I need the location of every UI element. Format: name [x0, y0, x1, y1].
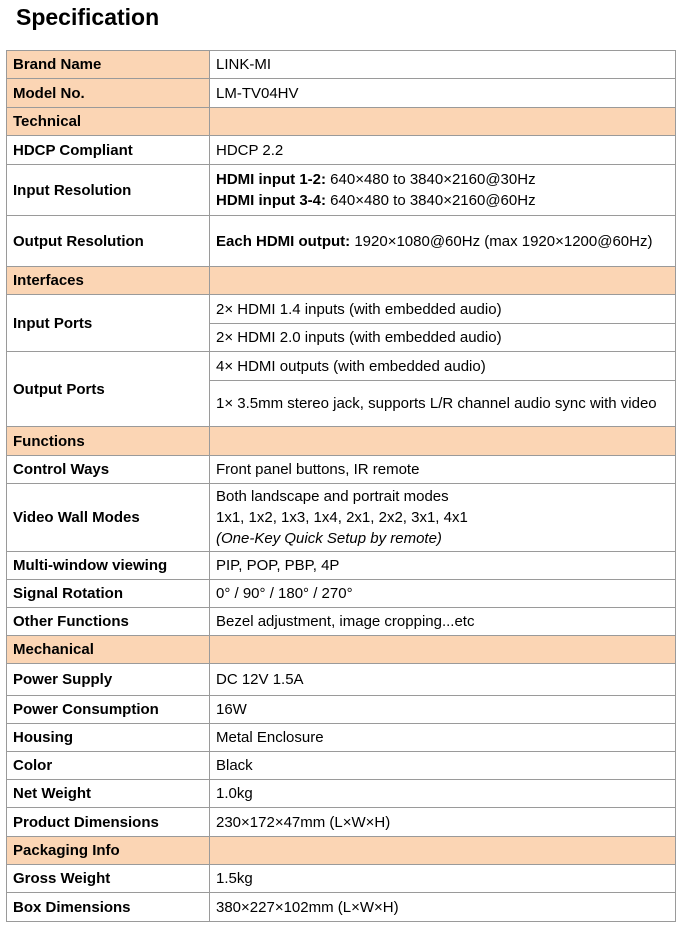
row-value: HDCP 2.2 [210, 136, 676, 165]
table-row [7, 580, 676, 608]
row-label: Power Supply [7, 664, 210, 696]
table-row [7, 79, 676, 108]
row-value: 16W [210, 696, 676, 724]
row-label: Gross Weight [7, 865, 210, 893]
table-row [7, 808, 676, 837]
row-label: Video Wall Modes [7, 484, 210, 552]
table-row [7, 752, 676, 780]
row-label: Signal Rotation [7, 580, 210, 608]
row-label: Control Ways [7, 456, 210, 484]
section-label: Mechanical [7, 636, 210, 664]
value-line [216, 169, 669, 190]
row-label: Color [7, 752, 210, 780]
row-value: Bezel adjustment, image cropping...etc [210, 608, 676, 636]
section-label: Packaging Info [7, 837, 210, 865]
section-empty-cell [210, 108, 676, 136]
table-row [7, 51, 676, 79]
row-label: Input Ports [7, 295, 210, 352]
table-row [7, 780, 676, 808]
section-label: Functions [7, 427, 210, 456]
value-line: Both landscape and portrait modes [216, 488, 449, 505]
spec-table [6, 50, 676, 922]
row-value: PIP, POP, PBP, 4P [210, 552, 676, 580]
row-label: Power Consumption [7, 696, 210, 724]
section-label: Technical [7, 108, 210, 136]
row-label: Other Functions [7, 608, 210, 636]
value-line: 1x1, 1x2, 1x3, 1x4, 2x1, 2x2, 3x1, 4x1 [216, 509, 468, 526]
row-label: Multi-window viewing [7, 552, 210, 580]
section-row-functions [7, 427, 676, 456]
value-key: Each HDMI output: [216, 232, 351, 250]
table-row [7, 352, 676, 381]
page-title: Specification [16, 4, 160, 30]
table-row [7, 456, 676, 484]
table-row [7, 216, 676, 267]
row-value: Metal Enclosure [210, 724, 676, 752]
value-line [216, 190, 669, 211]
table-row [7, 484, 676, 552]
row-label: HDCP Compliant [7, 136, 210, 165]
row-value: Front panel buttons, IR remote [210, 456, 676, 484]
row-value: 1.0kg [210, 780, 676, 808]
row-label: Model No. [7, 79, 210, 108]
row-label: Product Dimensions [7, 808, 210, 837]
table-row [7, 865, 676, 893]
table-row [7, 724, 676, 752]
row-value: 1.5kg [210, 865, 676, 893]
row-value [210, 165, 676, 216]
table-row [7, 608, 676, 636]
row-value [210, 484, 676, 552]
value-key: HDMI input 3-4: [216, 192, 326, 209]
table-row [7, 664, 676, 696]
section-row-mechanical [7, 636, 676, 664]
row-value: Black [210, 752, 676, 780]
row-value: LINK-MI [210, 51, 676, 79]
row-value: 4× HDMI outputs (with embedded audio) [210, 352, 676, 381]
row-value: 2× HDMI 2.0 inputs (with embedded audio) [210, 324, 676, 352]
row-label: Output Resolution [7, 216, 210, 267]
table-row [7, 696, 676, 724]
row-value: 1× 3.5mm stereo jack, supports L/R channel audio sync with video [210, 381, 676, 427]
row-value: 0° / 90° / 180° / 270° [210, 580, 676, 608]
table-row [7, 893, 676, 922]
table-row [7, 552, 676, 580]
row-label: Housing [7, 724, 210, 752]
row-label: Input Resolution [7, 165, 210, 216]
section-empty-cell [210, 636, 676, 664]
section-row-technical [7, 108, 676, 136]
table-row [7, 136, 676, 165]
value-text: 640×480 to 3840×2160@60Hz [326, 192, 536, 209]
row-value: LM-TV04HV [210, 79, 676, 108]
value-note: (One-Key Quick Setup by remote) [216, 530, 442, 547]
section-empty-cell [210, 267, 676, 295]
row-label: Brand Name [7, 51, 210, 79]
section-row-packaging [7, 837, 676, 865]
value-text: 640×480 to 3840×2160@30Hz [326, 171, 536, 188]
row-value: 380×227×102mm (L×W×H) [210, 893, 676, 922]
row-label: Output Ports [7, 352, 210, 427]
value-text: 1920×1080@60Hz (max 1920×1200@60Hz) [350, 232, 653, 250]
row-value: DC 12V 1.5A [210, 664, 676, 696]
table-row [7, 295, 676, 324]
section-empty-cell [210, 837, 676, 865]
section-empty-cell [210, 427, 676, 456]
row-label: Net Weight [7, 780, 210, 808]
row-value [210, 216, 676, 267]
table-row [7, 165, 676, 216]
section-label: Interfaces [7, 267, 210, 295]
row-value: 2× HDMI 1.4 inputs (with embedded audio) [210, 295, 676, 324]
row-value: 230×172×47mm (L×W×H) [210, 808, 676, 837]
value-key: HDMI input 1-2: [216, 171, 326, 188]
row-label: Box Dimensions [7, 893, 210, 922]
section-row-interfaces [7, 267, 676, 295]
